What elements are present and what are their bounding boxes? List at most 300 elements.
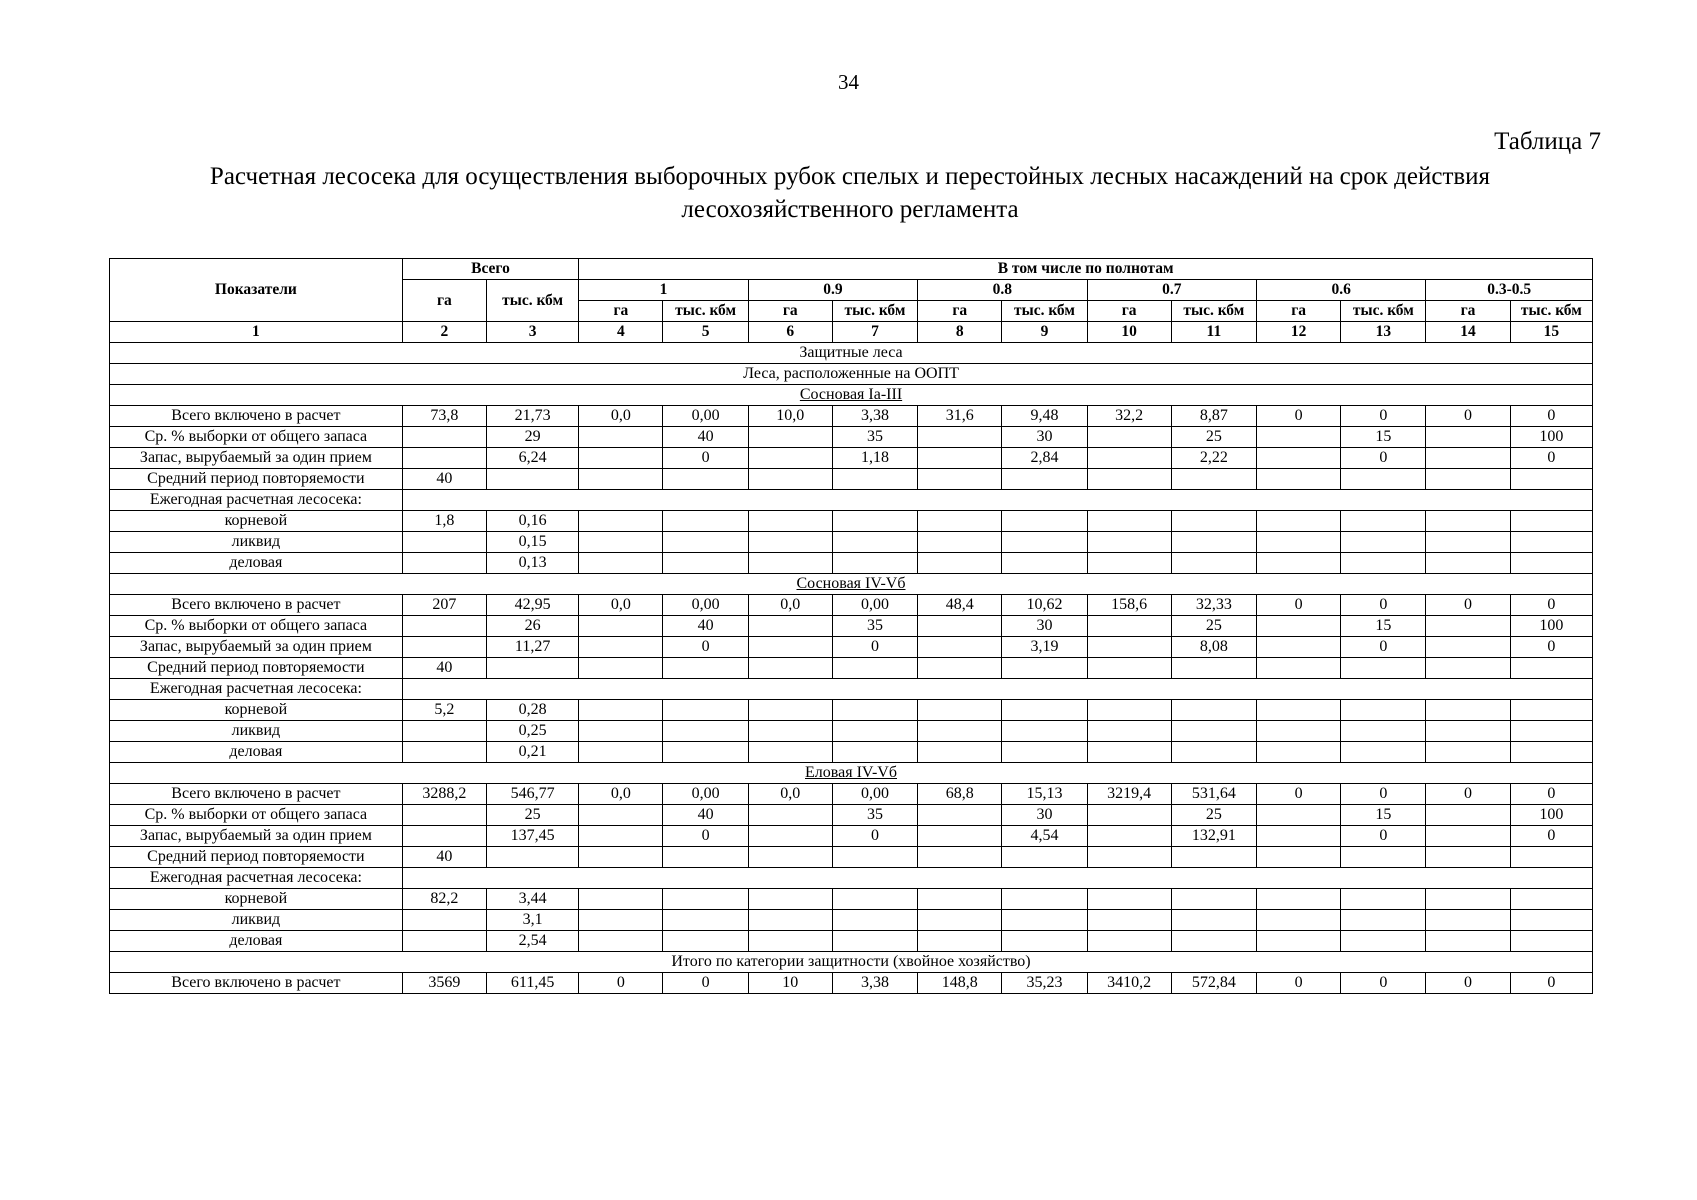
table-cell (1341, 910, 1426, 931)
column-number: 3 (486, 322, 578, 343)
table-cell (1171, 889, 1256, 910)
table-cell (832, 742, 917, 763)
table-cell (1510, 910, 1592, 931)
column-number: 11 (1171, 322, 1256, 343)
table-cell (918, 532, 1002, 553)
table-cell (748, 910, 832, 931)
table-cell (748, 826, 832, 847)
table-cell: 10,62 (1002, 595, 1087, 616)
table-cell (1087, 532, 1171, 553)
table-cell (579, 931, 663, 952)
table-cell: 0 (1510, 826, 1592, 847)
table-cell (1256, 700, 1340, 721)
table-cell (1002, 553, 1087, 574)
header-density: 0.6 (1256, 280, 1425, 301)
table-cell: 3288,2 (402, 784, 486, 805)
table-cell (402, 805, 486, 826)
table-row (110, 721, 1593, 742)
table-cell (1256, 616, 1340, 637)
table-cell: 35 (832, 616, 917, 637)
table-cell (402, 532, 486, 553)
table-cell (1087, 469, 1171, 490)
table-cell (1256, 931, 1340, 952)
table-cell (832, 847, 917, 868)
table-cell (1341, 889, 1426, 910)
table-cell (402, 721, 486, 742)
table-cell: 25 (1171, 427, 1256, 448)
table-cell: 0 (1510, 406, 1592, 427)
table-cell (1087, 847, 1171, 868)
table-cell: 0,0 (579, 784, 663, 805)
table-cell: 10,0 (748, 406, 832, 427)
table-cell (1341, 847, 1426, 868)
table-cell (486, 658, 578, 679)
row-label: Ежегодная расчетная лесосека: (110, 490, 403, 511)
table-cell: 132,91 (1171, 826, 1256, 847)
table-row (110, 784, 1593, 805)
table-cell (748, 637, 832, 658)
table-row (110, 742, 1593, 763)
cutting-area-table (109, 258, 1593, 994)
table-cell: 572,84 (1171, 973, 1256, 994)
table-cell (1341, 553, 1426, 574)
table-cell (1256, 847, 1340, 868)
table-cell (832, 511, 917, 532)
table-cell (832, 469, 917, 490)
table-cell: 2,54 (486, 931, 578, 952)
table-cell (1341, 532, 1426, 553)
table-cell (918, 910, 1002, 931)
table-cell (1256, 427, 1340, 448)
table-row (110, 511, 1593, 532)
table-cell (1087, 742, 1171, 763)
table-cell (1002, 532, 1087, 553)
table-row (110, 532, 1593, 553)
table-cell (1426, 700, 1510, 721)
group-title-text: Сосновая Ia-III (799, 386, 903, 403)
table-cell (579, 448, 663, 469)
row-label: Всего включено в расчет (110, 595, 403, 616)
table-cell (663, 910, 748, 931)
table-cell: 0 (1510, 448, 1592, 469)
header-density: 0.8 (918, 280, 1087, 301)
table-cell (402, 637, 486, 658)
table-cell (1256, 637, 1340, 658)
table-cell: 29 (486, 427, 578, 448)
table-cell: 32,33 (1171, 595, 1256, 616)
table-cell: 0,28 (486, 700, 578, 721)
table-cell: 0 (1341, 973, 1426, 994)
group-title-text: Еловая IV-Vб (805, 764, 897, 781)
table-cell: 68,8 (918, 784, 1002, 805)
column-number: 13 (1341, 322, 1426, 343)
table-cell (918, 616, 1002, 637)
table-cell (918, 826, 1002, 847)
row-label: Средний период повторяемости (110, 847, 403, 868)
table-cell (579, 910, 663, 931)
table-cell: 0 (1341, 637, 1426, 658)
table-cell (663, 469, 748, 490)
row-label: Средний период повторяемости (110, 469, 403, 490)
table-cell (579, 742, 663, 763)
table-cell (748, 805, 832, 826)
table-cell (1510, 742, 1592, 763)
table-cell (1426, 553, 1510, 574)
table-cell: 0,00 (663, 595, 748, 616)
table-cell (1426, 616, 1510, 637)
column-numbers-row (110, 322, 1593, 343)
table-cell (663, 532, 748, 553)
table-cell (748, 700, 832, 721)
table-cell (663, 931, 748, 952)
table-cell (1510, 721, 1592, 742)
table-cell (748, 616, 832, 637)
table-cell (1426, 469, 1510, 490)
table-cell: 0 (663, 448, 748, 469)
table-cell (1002, 910, 1087, 931)
column-number: 14 (1426, 322, 1510, 343)
table-cell: 0 (1510, 784, 1592, 805)
table-cell (1510, 931, 1592, 952)
table-cell: 0 (1426, 784, 1510, 805)
table-cell (918, 700, 1002, 721)
table-cell: 40 (663, 805, 748, 826)
table-cell (1510, 889, 1592, 910)
table-cell (918, 658, 1002, 679)
table-cell (1426, 826, 1510, 847)
header-density: 0.7 (1087, 280, 1256, 301)
table-cell (1002, 889, 1087, 910)
table-cell: 0,0 (579, 406, 663, 427)
table-cell (918, 742, 1002, 763)
table-cell (748, 742, 832, 763)
table-cell (1426, 448, 1510, 469)
table-cell: 0 (1256, 406, 1340, 427)
section-row (110, 952, 1593, 973)
table-cell (748, 532, 832, 553)
table-cell (918, 889, 1002, 910)
table-cell (1341, 658, 1426, 679)
table-cell: 0,0 (748, 595, 832, 616)
table-cell (579, 616, 663, 637)
row-label: Ср. % выборки от общего запаса (110, 805, 403, 826)
table-cell: 40 (402, 847, 486, 868)
table-cell: 9,48 (1002, 406, 1087, 427)
group-title-row (110, 385, 1593, 406)
header-indicators: Показатели (110, 259, 403, 322)
header-density: 1 (579, 280, 748, 301)
header-unit-tkbm: тыс. кбм (1341, 301, 1426, 322)
table-cell (579, 700, 663, 721)
table-cell (1087, 910, 1171, 931)
column-number: 4 (579, 322, 663, 343)
table-cell (748, 658, 832, 679)
table-cell: 0 (1426, 595, 1510, 616)
table-row (110, 469, 1593, 490)
row-label: ликвид (110, 532, 403, 553)
table-cell: 25 (486, 805, 578, 826)
table-cell (918, 931, 1002, 952)
column-number: 1 (110, 322, 403, 343)
table-row (110, 637, 1593, 658)
section-row (110, 343, 1593, 364)
table-row (110, 868, 1593, 889)
table-cell (1171, 910, 1256, 931)
table-cell: 82,2 (402, 889, 486, 910)
empty-cell (402, 679, 1592, 700)
table-cell (918, 448, 1002, 469)
table-cell (918, 805, 1002, 826)
page-number: 34 (838, 70, 859, 94)
group-title (110, 574, 1593, 595)
table-cell: 15,13 (1002, 784, 1087, 805)
table-cell: 0 (1256, 784, 1340, 805)
table-cell: 2,84 (1002, 448, 1087, 469)
table-cell (1426, 658, 1510, 679)
table-cell: 207 (402, 595, 486, 616)
table-cell (1256, 721, 1340, 742)
table-cell: 40 (663, 427, 748, 448)
group-title (110, 385, 1593, 406)
table-cell (1256, 532, 1340, 553)
table-cell (1426, 742, 1510, 763)
table-cell: 0 (1426, 973, 1510, 994)
column-number: 8 (918, 322, 1002, 343)
table-cell: 137,45 (486, 826, 578, 847)
table-label: Таблица 7 (1494, 128, 1601, 155)
table-cell (1171, 700, 1256, 721)
table-cell (402, 826, 486, 847)
table-cell (1426, 427, 1510, 448)
table-body (110, 322, 1593, 994)
table-cell (579, 427, 663, 448)
total-row (110, 973, 1593, 994)
table-cell (832, 553, 917, 574)
table-cell: 30 (1002, 616, 1087, 637)
table-cell (1256, 511, 1340, 532)
table-cell (579, 805, 663, 826)
table-cell: 0,15 (486, 532, 578, 553)
table-cell: 3569 (402, 973, 486, 994)
table-cell (1256, 448, 1340, 469)
table-cell (579, 637, 663, 658)
table-cell (1002, 847, 1087, 868)
table-cell (1426, 889, 1510, 910)
table-cell (579, 532, 663, 553)
header-unit-ha: га (918, 301, 1002, 322)
table-cell: 3,38 (832, 973, 917, 994)
table-cell: 26 (486, 616, 578, 637)
table-cell (1341, 742, 1426, 763)
table-cell: 0 (832, 826, 917, 847)
table-cell (1171, 532, 1256, 553)
table-cell: 0 (1341, 784, 1426, 805)
row-label: Запас, вырубаемый за один прием (110, 637, 403, 658)
header-unit-tkbm: тыс. кбм (663, 301, 748, 322)
row-label: Запас, вырубаемый за один прием (110, 826, 403, 847)
table-cell (918, 721, 1002, 742)
table-cell (402, 427, 486, 448)
column-number: 7 (832, 322, 917, 343)
table-row (110, 490, 1593, 511)
table-cell: 1,18 (832, 448, 917, 469)
table-cell: 10 (748, 973, 832, 994)
table-cell (1002, 469, 1087, 490)
table-cell: 0 (1341, 595, 1426, 616)
table-cell (1426, 511, 1510, 532)
table-cell (1256, 553, 1340, 574)
table-cell: 158,6 (1087, 595, 1171, 616)
row-label: Всего включено в расчет (110, 784, 403, 805)
header-density: 0.3-0.5 (1426, 280, 1593, 301)
row-label: деловая (110, 931, 403, 952)
table-cell (1341, 700, 1426, 721)
table-cell (832, 889, 917, 910)
table-cell (1426, 532, 1510, 553)
table-cell (402, 910, 486, 931)
table-cell: 3410,2 (1087, 973, 1171, 994)
table-cell (663, 742, 748, 763)
table-cell (1002, 511, 1087, 532)
table-cell (918, 511, 1002, 532)
table-row (110, 406, 1593, 427)
table-cell (1002, 931, 1087, 952)
table-cell (663, 889, 748, 910)
table-row (110, 805, 1593, 826)
table-cell (1510, 658, 1592, 679)
table-cell: 32,2 (1087, 406, 1171, 427)
table-cell (1256, 910, 1340, 931)
column-number: 5 (663, 322, 748, 343)
table-cell: 100 (1510, 427, 1592, 448)
header-unit-ha: га (1426, 301, 1510, 322)
table-cell (579, 826, 663, 847)
table-cell: 3219,4 (1087, 784, 1171, 805)
row-label: Ежегодная расчетная лесосека: (110, 868, 403, 889)
header-unit-tkbm: тыс. кбм (1002, 301, 1087, 322)
table-cell (402, 553, 486, 574)
row-label: Ср. % выборки от общего запаса (110, 427, 403, 448)
header-total-tkbm: тыс. кбм (486, 280, 578, 322)
table-cell: 8,08 (1171, 637, 1256, 658)
row-label: корневой (110, 511, 403, 532)
table-cell: 0 (579, 973, 663, 994)
table-row (110, 826, 1593, 847)
table-cell: 40 (663, 616, 748, 637)
table-cell (748, 721, 832, 742)
table-cell: 3,19 (1002, 637, 1087, 658)
header-unit-tkbm: тыс. кбм (1171, 301, 1256, 322)
table-cell (748, 448, 832, 469)
table-cell (579, 721, 663, 742)
table-cell: 30 (1002, 427, 1087, 448)
table-cell (918, 553, 1002, 574)
table-cell (1171, 511, 1256, 532)
table-cell (579, 658, 663, 679)
table-cell: 0 (1341, 826, 1426, 847)
table-cell: 0 (1341, 448, 1426, 469)
table-cell (1002, 721, 1087, 742)
table-cell (402, 931, 486, 952)
row-label: Средний период повторяемости (110, 658, 403, 679)
table-cell (663, 847, 748, 868)
table-cell (1087, 616, 1171, 637)
table-cell (1171, 658, 1256, 679)
table-cell: 48,4 (918, 595, 1002, 616)
table-cell (1087, 721, 1171, 742)
header-by-density: В том числе по полнотам (579, 259, 1593, 280)
header-unit-ha: га (1087, 301, 1171, 322)
table-cell: 2,22 (1171, 448, 1256, 469)
table-cell: 35 (832, 427, 917, 448)
table-cell (1510, 532, 1592, 553)
table-cell (1256, 469, 1340, 490)
table-cell: 0 (1256, 595, 1340, 616)
column-number: 9 (1002, 322, 1087, 343)
table-cell (748, 553, 832, 574)
table-cell (1171, 469, 1256, 490)
table-row (110, 595, 1593, 616)
table-cell: 73,8 (402, 406, 486, 427)
table-cell (832, 931, 917, 952)
group-title (110, 763, 1593, 784)
table-cell: 0,00 (832, 595, 917, 616)
title-line-2: лесохозяйственного регламента (681, 196, 1019, 223)
table-cell (1087, 826, 1171, 847)
table-cell: 40 (402, 469, 486, 490)
header-total-ha: га (402, 280, 486, 322)
table-cell: 100 (1510, 805, 1592, 826)
table-cell (748, 889, 832, 910)
table-cell (832, 700, 917, 721)
table-cell: 0 (1510, 973, 1592, 994)
table-cell (1087, 448, 1171, 469)
table-row (110, 679, 1593, 700)
table-cell (1171, 742, 1256, 763)
document-title (110, 160, 1590, 226)
table-cell: 3,1 (486, 910, 578, 931)
table-cell (1171, 847, 1256, 868)
table-cell (1256, 889, 1340, 910)
section-total: Итого по категории защитности (хвойное хозяйство) (110, 952, 1593, 973)
table-cell (1087, 889, 1171, 910)
section-protective-forests: Защитные леса (110, 343, 1593, 364)
table-cell (1002, 700, 1087, 721)
header-unit-ha: га (579, 301, 663, 322)
table-row (110, 616, 1593, 637)
table-cell (663, 700, 748, 721)
table-cell (579, 889, 663, 910)
table-cell (579, 469, 663, 490)
table-cell (1087, 511, 1171, 532)
table-cell (1341, 469, 1426, 490)
table-cell (1002, 658, 1087, 679)
header-density: 0.9 (748, 280, 917, 301)
column-number: 2 (402, 322, 486, 343)
table-cell: 25 (1171, 616, 1256, 637)
section-row (110, 364, 1593, 385)
table-cell: 0 (832, 637, 917, 658)
table-cell: 0,13 (486, 553, 578, 574)
table-row (110, 847, 1593, 868)
table-cell: 6,24 (486, 448, 578, 469)
empty-cell (402, 490, 1592, 511)
table-cell: 3,44 (486, 889, 578, 910)
section-oopt-forests: Леса, расположенные на ООПТ (110, 364, 1593, 385)
table-cell: 0,25 (486, 721, 578, 742)
table-cell (663, 553, 748, 574)
table-cell: 3,38 (832, 406, 917, 427)
